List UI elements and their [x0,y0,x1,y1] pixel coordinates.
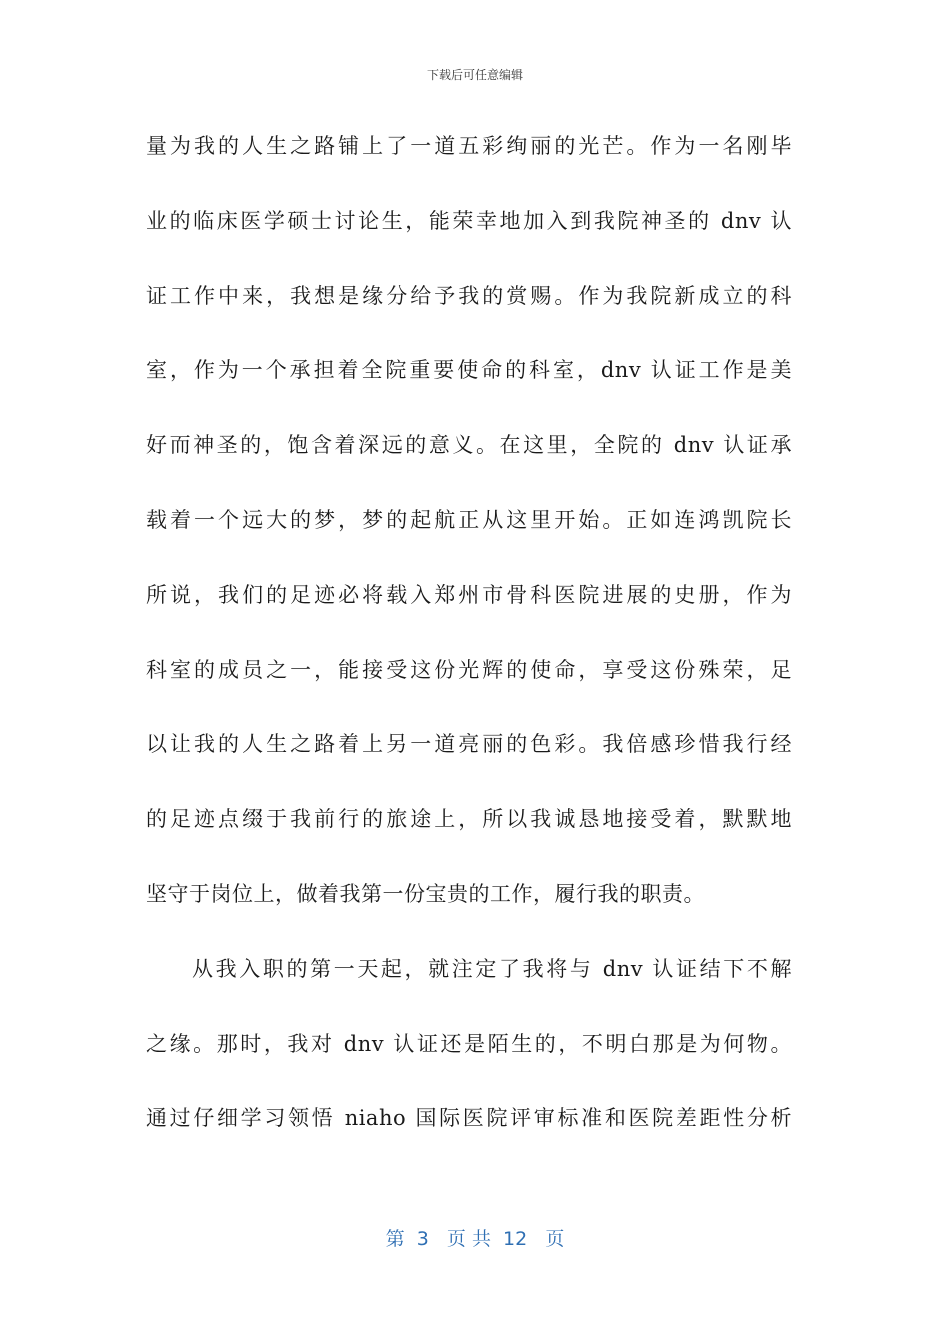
text-line: 科室的成员之一，能接受这份光辉的使命，享受这份殊荣，足 [146,657,792,682]
text-line: 好而神圣的，饱含着深远的意义。在这里，全院的 dnv 认证承 [146,433,792,458]
text-line: 从我入职的第一天起，就注定了我将与 dnv 认证结下不解 [192,956,792,981]
text-line: 所说，我们的足迹必将载入郑州市骨科医院进展的史册，作为 [146,582,792,607]
text-line: 之缘。那时，我对 dnv 认证还是陌生的，不明白那是为何物。 [146,1031,792,1056]
text-line: 载着一个远大的梦，梦的起航正从这里开始。正如连鸿凯院长 [146,507,792,532]
text-line: 室，作为一个承担着全院重要使命的科室，dnv 认证工作是美 [146,358,792,383]
text-line: 证工作中来，我想是缘分给予我的赏赐。作为我院新成立的科 [146,283,792,308]
header-note: 下载后可任意编辑 [426,68,523,82]
text-line: 的足迹点缀于我前行的旅途上，所以我诚恳地接受着，默默地 [146,807,792,832]
text-line: 通过仔细学习领悟 niaho 国际医院评审标准和医院差距性分析 [146,1106,792,1131]
page-number-footer: 第 3 页 共 12 页 [385,1228,565,1250]
text-line: 量为我的人生之路铺上了一道五彩绚丽的光芒。作为一名刚毕 [146,134,792,158]
text-line: 以让我的人生之路着上另一道亮丽的色彩。我倍感珍惜我行经 [146,732,792,757]
document-body [146,124,792,1171]
text-line: 业的临床医学硕士讨论生，能荣幸地加入到我院神圣的 dnv 认 [146,208,792,233]
text-line: 坚守于岗位上，做着我第一份宝贵的工作，履行我的职责。 [146,881,705,906]
